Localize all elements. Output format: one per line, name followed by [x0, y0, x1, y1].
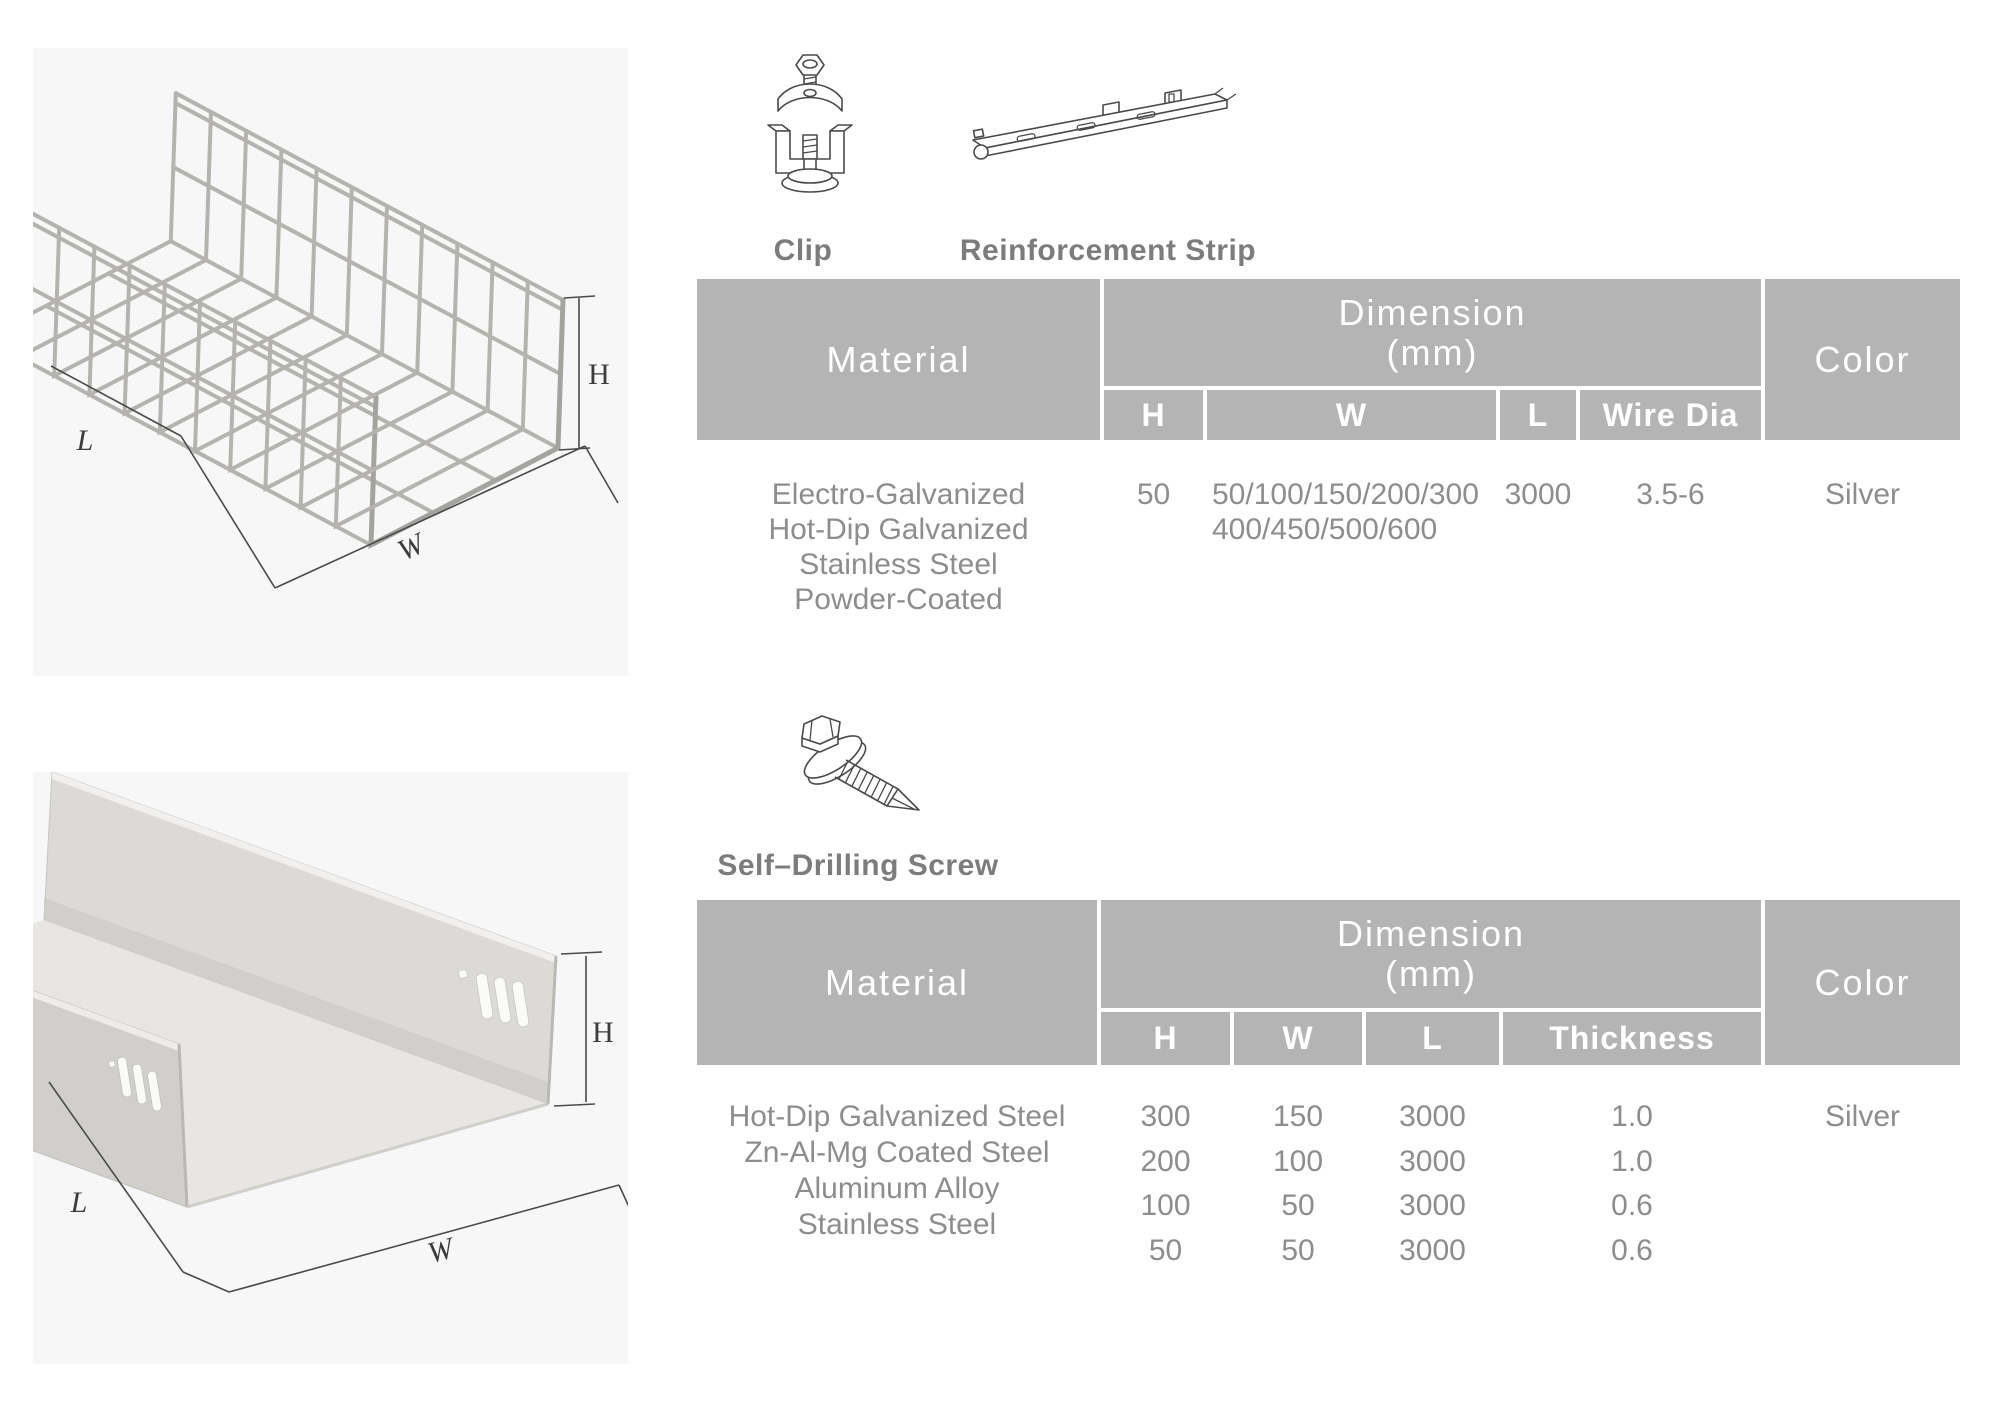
subheader-w: W: [1234, 1012, 1362, 1065]
reinforcement-strip-icon: [965, 78, 1245, 183]
wire-mesh-tray-drawing: [33, 48, 628, 676]
header-cell-material: Material: [697, 279, 1100, 440]
cell-w-value: 50/100/150/200/300 400/450/500/600: [1212, 478, 1479, 546]
clip-label: Clip: [773, 234, 833, 267]
clip-icon: [742, 45, 872, 195]
cell-h-value: 50: [1136, 478, 1171, 511]
header-cell-color: Color: [1765, 900, 1960, 1065]
subheader-w: W: [1207, 390, 1496, 440]
solid-h-label: H: [592, 1016, 614, 1049]
cell-color-value: Silver: [1824, 1100, 1900, 1133]
self-drilling-screw-icon: [788, 710, 933, 828]
subheader-h: H: [1104, 390, 1203, 440]
wire-mesh-tray-image: [33, 48, 628, 676]
header-cell-color: Color: [1765, 279, 1960, 440]
solid-tray-drawing: [33, 772, 628, 1364]
subheader-wire-dia: Wire Dia: [1580, 390, 1761, 440]
mesh-l-label: L: [76, 424, 94, 457]
cell-w-values: 150 100 50 50: [1272, 1100, 1324, 1268]
mesh-h-label: H: [588, 358, 610, 391]
subheader-thickness: Thickness: [1503, 1012, 1761, 1065]
mesh-w-label: W: [392, 527, 430, 568]
cell-color-value: Silver: [1824, 478, 1900, 511]
subheader-h: H: [1101, 1012, 1230, 1065]
reinforcement-strip-label: Reinforcement Strip: [959, 234, 1257, 267]
header-cell-material: Material: [697, 900, 1097, 1065]
cell-wire-dia-value: 3.5-6: [1636, 478, 1705, 511]
solid-tray-spec-table: [697, 900, 1960, 1280]
solid-tray-image: [33, 772, 628, 1364]
cell-thickness-values: 1.0 1.0 0.6 0.6: [1611, 1100, 1653, 1268]
solid-w-label: W: [424, 1231, 457, 1270]
subheader-l: L: [1366, 1012, 1499, 1065]
cell-l-values: 3000 3000 3000 3000: [1399, 1100, 1466, 1268]
cell-l-value: 3000: [1504, 478, 1572, 511]
header-cell-dimension: Dimension (mm): [1101, 900, 1761, 1008]
header-cell-dimension: Dimension (mm): [1104, 279, 1761, 386]
cell-materials: Electro-Galvanized Hot-Dip Galvanized Stainless Steel Powder-Coated: [768, 478, 1029, 616]
self-drilling-screw-label: Self–Drilling Screw: [717, 849, 999, 882]
solid-l-label: L: [70, 1186, 88, 1219]
wire-mesh-spec-table: [697, 279, 1960, 624]
cell-h-values: 300 200 100 50: [1140, 1100, 1191, 1268]
subheader-l: L: [1500, 390, 1576, 440]
cell-materials: Hot-Dip Galvanized Steel Zn-Al-Mg Coated Steel Aluminum Alloy Stainless Steel: [728, 1100, 1066, 1241]
